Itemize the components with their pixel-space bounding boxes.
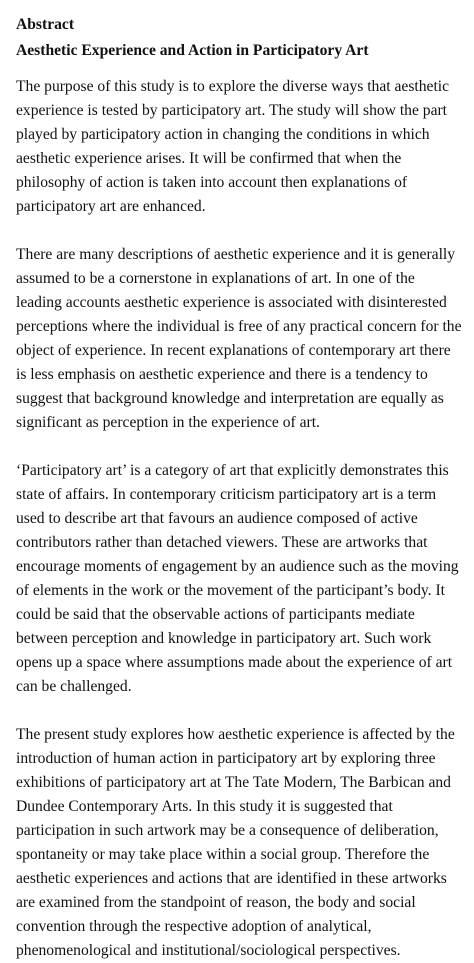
abstract-heading: Abstract bbox=[16, 16, 75, 33]
abstract-page bbox=[16, 14, 462, 963]
paragraph-participatory-art: ‘Participatory art’ is a category of art that explicitly demonstrates this state of affairs. In contemporary criticism participatory art is a term used to describe art that favours an audience composed of active contributors rather than detached viewers. These are artworks that encourage moments of engagement by an audience such as the moving of elements in the work or the movement of the participant’s body. It could be said that the observable actions of participants mediate between perception and knowledge in participatory art. Such work opens up a space where assumptions made about the experience of art can be challenged. bbox=[16, 462, 459, 695]
paragraph-aesthetic-experience: There are many descriptions of aesthetic experience and it is generally assumed to be a cornerstone in explanations of art. In one of the leading accounts aesthetic experience is associated with disinterested perceptions where the individual is free of any practical concern for the object of experience. In recent explanations of contemporary art there is less emphasis on aesthetic experience and there is a tendency to suggest that background knowledge and interpretation are equally as significant as perception in the experience of art. bbox=[16, 246, 462, 431]
document-title: Aesthetic Experience and Action in Participatory Art bbox=[16, 42, 369, 59]
paragraph-purpose: The purpose of this study is to explore the diverse ways that aesthetic experience is tested by participatory art. The study will show the part played by participatory action in changing the conditions in which aesthetic experience arises. It will be confirmed that when the philosophy of action is taken into account then explanations of participatory art are enhanced. bbox=[16, 78, 450, 215]
paragraph-present-study: The present study explores how aesthetic experience is affected by the introduction of human action in participatory art by exploring three exhibitions of participatory art at The Tate Modern, The Barbican and Dundee Contemporary Arts. In this study it is suggested that participation in such artwork may be a consequence of deliberation, spontaneity or may take place within a social group. Therefore the aesthetic experiences and actions that are identified in these artworks are examined from the standpoint of reason, the body and social convention through the respective adoption of analytical, phenomenological and institutional/sociological perspectives. bbox=[16, 726, 455, 959]
